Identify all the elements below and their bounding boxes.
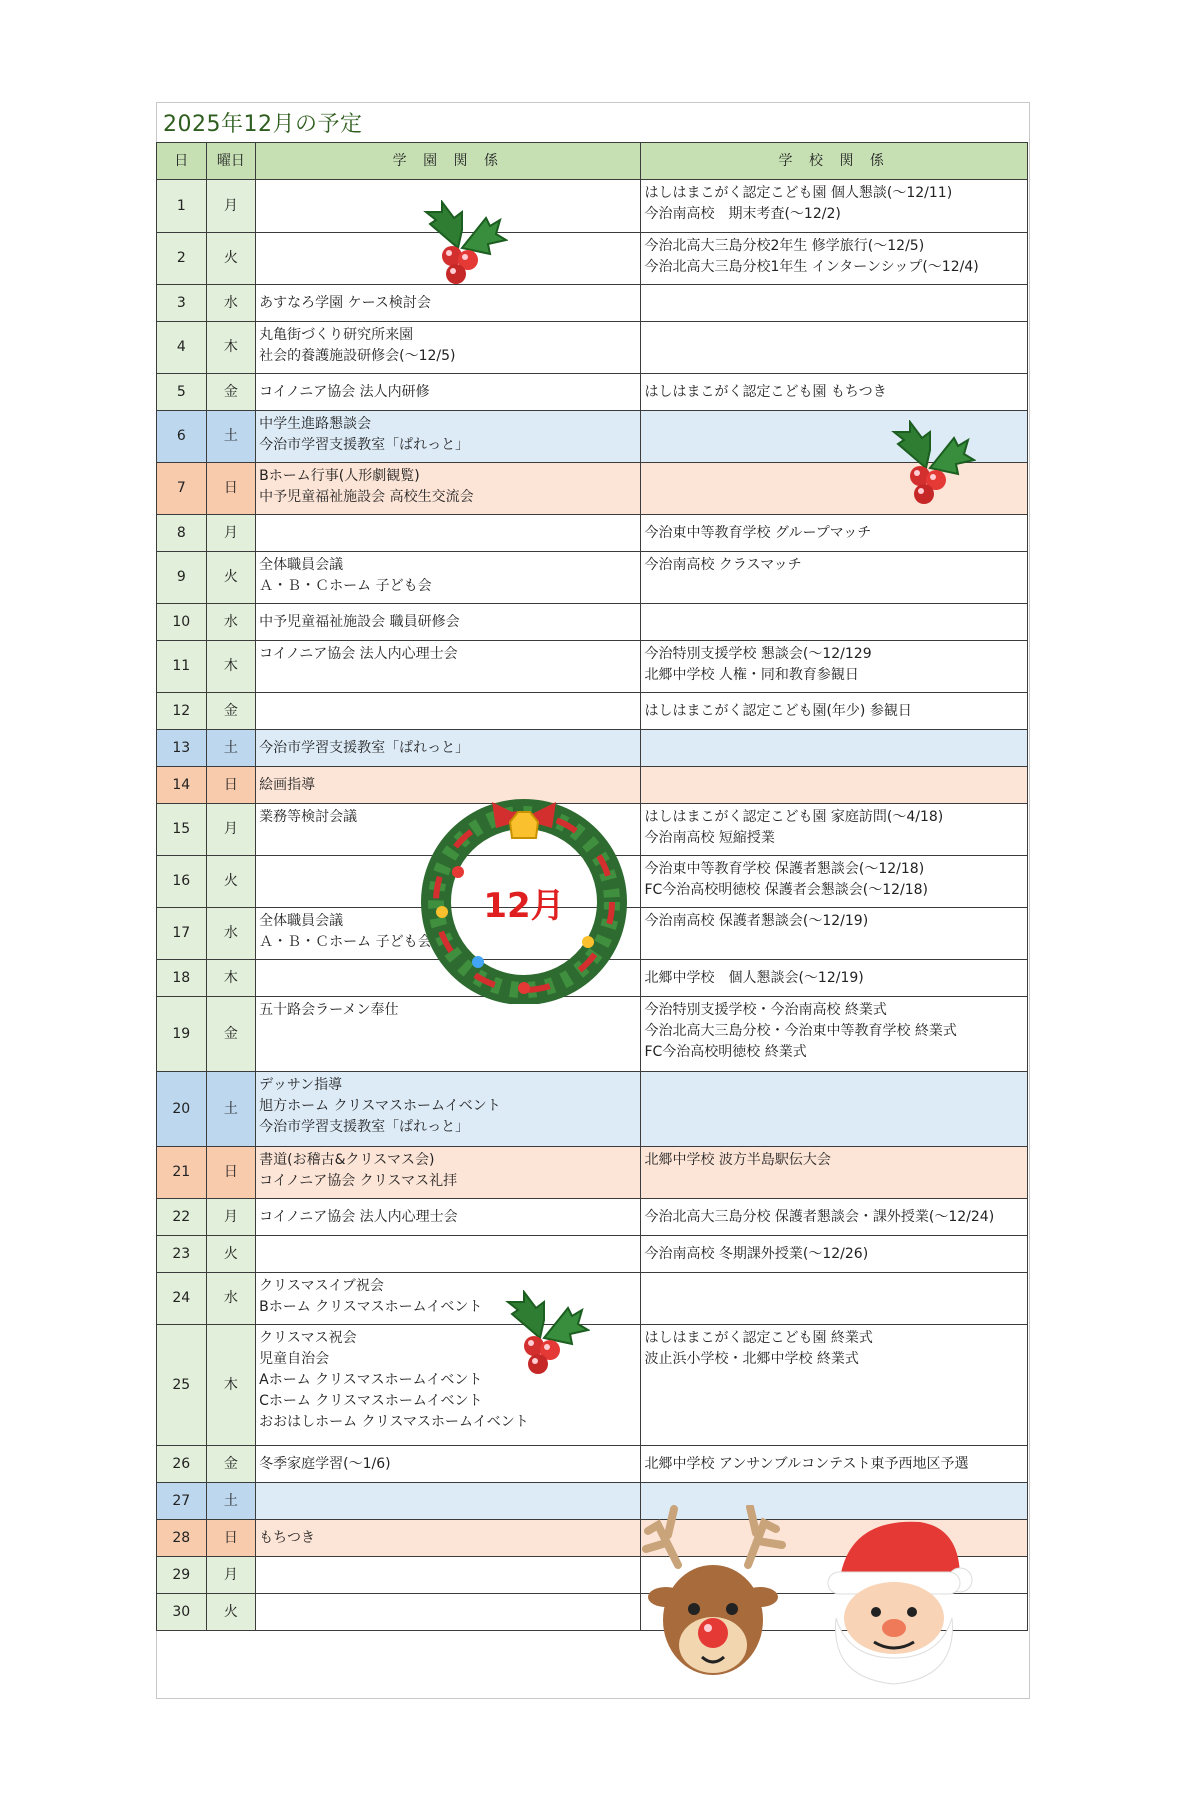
day-number: 5 bbox=[157, 374, 207, 411]
event-item: もちつき bbox=[259, 1529, 316, 1546]
table-row bbox=[157, 180, 1028, 233]
weekday: 火 bbox=[206, 1236, 256, 1273]
weekday: 木 bbox=[206, 322, 256, 374]
table-row bbox=[157, 374, 1028, 411]
day-number: 28 bbox=[157, 1520, 207, 1557]
reindeer-icon bbox=[638, 1505, 788, 1685]
event-item: Ａ・Ｂ・Ｃホーム 子ども会 bbox=[259, 578, 432, 594]
day-number: 25 bbox=[157, 1325, 207, 1446]
gakko-events bbox=[641, 1446, 1028, 1483]
weekday: 火 bbox=[206, 552, 256, 604]
day-number: 24 bbox=[157, 1273, 207, 1325]
event-item: 今治東中等教育学校 保護者懇談会(～12/18) bbox=[644, 861, 925, 877]
day-number: 4 bbox=[157, 322, 207, 374]
holly-icon bbox=[412, 200, 508, 292]
weekday: 日 bbox=[206, 463, 256, 515]
event-item: 今治北高大三島分校1年生 インターンシップ(～12/4) bbox=[644, 259, 979, 275]
gakuen-events bbox=[256, 1594, 641, 1631]
weekday: 日 bbox=[206, 1147, 256, 1199]
gakko-events bbox=[641, 1072, 1028, 1147]
weekday: 月 bbox=[206, 180, 256, 233]
gakuen-events bbox=[256, 641, 641, 693]
event-item: 五十路会ラーメン奉仕 bbox=[259, 1002, 399, 1018]
event-item: コイノニア協会 法人内心理士会 bbox=[259, 1208, 458, 1225]
event-item: 北郷中学校 個人懇談会(～12/19) bbox=[644, 969, 864, 986]
event-item: 中予児童福祉施設会 職員研修会 bbox=[259, 613, 460, 630]
table-row bbox=[157, 322, 1028, 374]
event-item: クリスマスイブ祝会 bbox=[259, 1278, 384, 1294]
gakko-events bbox=[641, 552, 1028, 604]
gakko-events bbox=[641, 1236, 1028, 1273]
event-item: 絵画指導 bbox=[259, 776, 316, 793]
table-row bbox=[157, 1147, 1028, 1199]
weekday: 火 bbox=[206, 1594, 256, 1631]
gakko-events bbox=[641, 960, 1028, 997]
weekday: 木 bbox=[206, 641, 256, 693]
event-item: 今治南高校 冬期課外授業(～12/26) bbox=[644, 1245, 869, 1262]
gakko-events bbox=[641, 1147, 1028, 1199]
event-item: 今治北高大三島分校2年生 修学旅行(～12/5) bbox=[644, 238, 925, 254]
gakko-events bbox=[641, 1325, 1028, 1446]
table-row bbox=[157, 997, 1028, 1072]
event-item: 中予児童福祉施設会 高校生交流会 bbox=[259, 489, 474, 505]
gakko-events bbox=[641, 1199, 1028, 1236]
event-item: はしはまこがく認定こども園 終業式 bbox=[644, 1330, 873, 1346]
gakuen-events bbox=[256, 1236, 641, 1273]
event-item: 今治南高校 クラスマッチ bbox=[644, 557, 802, 573]
day-number: 18 bbox=[157, 960, 207, 997]
event-item: 今治東中等教育学校 グループマッチ bbox=[644, 524, 872, 541]
weekday: 木 bbox=[206, 960, 256, 997]
event-item: 丸亀街づくり研究所来園 bbox=[259, 327, 414, 343]
day-number: 14 bbox=[157, 767, 207, 804]
gakko-events bbox=[641, 693, 1028, 730]
event-item: コイノニア協会 クリスマス礼拝 bbox=[259, 1173, 458, 1189]
event-item: はしはまこがく認定こども園 もちつき bbox=[644, 383, 887, 400]
gakuen-events bbox=[256, 1557, 641, 1594]
event-item: デッサン指導 bbox=[259, 1077, 343, 1093]
event-item: 波止浜小学校・北郷中学校 終業式 bbox=[644, 1351, 859, 1367]
day-number: 15 bbox=[157, 804, 207, 856]
gakuen-events bbox=[256, 1483, 641, 1520]
day-number: 7 bbox=[157, 463, 207, 515]
event-item: Bホーム クリスマスホームイベント bbox=[259, 1299, 483, 1315]
event-item: おおはしホーム クリスマスホームイベント bbox=[259, 1414, 529, 1430]
event-item: 今治南高校 期末考査(～12/2) bbox=[644, 206, 841, 222]
event-item: はしはまこがく認定こども園 個人懇談(～12/11) bbox=[644, 185, 953, 201]
table-row bbox=[157, 641, 1028, 693]
wreath-label: 12月 bbox=[483, 886, 565, 926]
event-item: 今治北高大三島分校 保護者懇談会・課外授業(～12/24) bbox=[644, 1208, 995, 1225]
day-number: 10 bbox=[157, 604, 207, 641]
event-item: 旭方ホーム クリスマスホームイベント bbox=[259, 1098, 501, 1114]
table-row bbox=[157, 285, 1028, 322]
event-item: FC今治高校明徳校 保護者会懇談会(～12/18) bbox=[644, 882, 929, 898]
header-gakko: 学 校 関 係 bbox=[641, 143, 1028, 180]
event-item: 児童自治会 bbox=[259, 1351, 330, 1367]
gakko-events bbox=[641, 908, 1028, 960]
event-item: 今治特別支援学校・今治南高校 終業式 bbox=[644, 1002, 887, 1018]
event-item: クリスマス祝会 bbox=[259, 1330, 357, 1346]
gakuen-events bbox=[256, 997, 641, 1072]
weekday: 日 bbox=[206, 767, 256, 804]
weekday: 土 bbox=[206, 1483, 256, 1520]
table-row bbox=[157, 604, 1028, 641]
table-row bbox=[157, 1273, 1028, 1325]
gakuen-events bbox=[256, 1446, 641, 1483]
page-title: 2025年12月の予定 bbox=[163, 112, 363, 137]
header-weekday: 曜日 bbox=[206, 143, 256, 180]
event-item: はしはまこがく認定こども園 家庭訪問(～4/18) bbox=[644, 809, 944, 825]
day-number: 16 bbox=[157, 856, 207, 908]
table-row bbox=[157, 693, 1028, 730]
weekday: 金 bbox=[206, 693, 256, 730]
event-item: コイノニア協会 法人内心理士会 bbox=[259, 646, 458, 662]
holly-icon bbox=[880, 420, 976, 512]
header-day: 日 bbox=[157, 143, 207, 180]
table-row bbox=[157, 515, 1028, 552]
gakko-events bbox=[641, 730, 1028, 767]
header-gakuen: 学 園 関 係 bbox=[256, 143, 641, 180]
event-item: 今治市学習支援教室「ぱれっと」 bbox=[259, 739, 470, 756]
weekday: 月 bbox=[206, 515, 256, 552]
event-item: Ａ・Ｂ・Ｃホーム 子ども会 bbox=[259, 934, 432, 950]
weekday: 金 bbox=[206, 997, 256, 1072]
weekday: 木 bbox=[206, 1325, 256, 1446]
event-item: 今治市学習支援教室「ぱれっと」 bbox=[259, 1119, 470, 1135]
wreath-icon bbox=[418, 792, 630, 1004]
day-number: 23 bbox=[157, 1236, 207, 1273]
gakuen-events bbox=[256, 411, 641, 463]
weekday: 土 bbox=[206, 1072, 256, 1147]
gakko-events bbox=[641, 322, 1028, 374]
day-number: 13 bbox=[157, 730, 207, 767]
event-item: Aホーム クリスマスホームイベント bbox=[259, 1372, 483, 1388]
holly-icon bbox=[494, 1290, 590, 1382]
gakko-events bbox=[641, 374, 1028, 411]
gakuen-events bbox=[256, 322, 641, 374]
gakuen-events bbox=[256, 1199, 641, 1236]
day-number: 6 bbox=[157, 411, 207, 463]
day-number: 1 bbox=[157, 180, 207, 233]
gakuen-events bbox=[256, 463, 641, 515]
table-row bbox=[157, 730, 1028, 767]
gakko-events bbox=[641, 233, 1028, 285]
day-number: 27 bbox=[157, 1483, 207, 1520]
event-item: あすなろ学園 ケース検討会 bbox=[259, 294, 431, 311]
event-item: 書道(お稽古&クリスマス会) bbox=[259, 1152, 435, 1168]
event-item: はしはまこがく認定こども園(年少) 参観日 bbox=[644, 702, 912, 719]
weekday: 土 bbox=[206, 411, 256, 463]
event-item: 北郷中学校 アンサンブルコンテスト東予西地区予選 bbox=[644, 1455, 969, 1472]
event-item: 社会的養護施設研修会(～12/5) bbox=[259, 348, 456, 364]
gakko-events bbox=[641, 1273, 1028, 1325]
event-item: 北郷中学校 波方半島駅伝大会 bbox=[644, 1152, 831, 1168]
event-item: 今治南高校 短縮授業 bbox=[644, 830, 775, 846]
gakuen-events bbox=[256, 515, 641, 552]
gakuen-events bbox=[256, 374, 641, 411]
weekday: 水 bbox=[206, 908, 256, 960]
day-number: 17 bbox=[157, 908, 207, 960]
day-number: 20 bbox=[157, 1072, 207, 1147]
gakuen-events bbox=[256, 693, 641, 730]
event-item: 今治北高大三島分校・今治東中等教育学校 終業式 bbox=[644, 1023, 957, 1039]
gakko-events bbox=[641, 997, 1028, 1072]
table-row bbox=[157, 1325, 1028, 1446]
event-item: Cホーム クリスマスホームイベント bbox=[259, 1393, 483, 1409]
gakuen-events bbox=[256, 1147, 641, 1199]
gakuen-events bbox=[256, 604, 641, 641]
weekday: 日 bbox=[206, 1520, 256, 1557]
day-number: 22 bbox=[157, 1199, 207, 1236]
event-item: Bホーム行事(人形劇観覧) bbox=[259, 468, 420, 484]
table-row bbox=[157, 1446, 1028, 1483]
weekday: 火 bbox=[206, 856, 256, 908]
event-item: 全体職員会議 bbox=[259, 557, 344, 573]
holly-leaves bbox=[426, 202, 506, 254]
day-number: 11 bbox=[157, 641, 207, 693]
gakko-events bbox=[641, 604, 1028, 641]
event-item: コイノニア協会 法人内研修 bbox=[259, 383, 430, 400]
weekday: 月 bbox=[206, 804, 256, 856]
weekday: 水 bbox=[206, 604, 256, 641]
day-number: 9 bbox=[157, 552, 207, 604]
gakko-events bbox=[641, 285, 1028, 322]
table-row bbox=[157, 552, 1028, 604]
weekday: 金 bbox=[206, 1446, 256, 1483]
event-item: 今治特別支援学校 懇談会(～12/129 bbox=[644, 646, 872, 662]
event-item: 北郷中学校 人権・同和教育参観日 bbox=[644, 667, 859, 683]
event-item: 今治市学習支援教室「ぱれっと」 bbox=[259, 437, 470, 453]
weekday: 土 bbox=[206, 730, 256, 767]
gakko-events bbox=[641, 180, 1028, 233]
weekday: 金 bbox=[206, 374, 256, 411]
gakko-events bbox=[641, 767, 1028, 804]
event-item: 全体職員会議 bbox=[259, 913, 344, 929]
weekday: 月 bbox=[206, 1557, 256, 1594]
day-number: 30 bbox=[157, 1594, 207, 1631]
day-number: 29 bbox=[157, 1557, 207, 1594]
day-number: 19 bbox=[157, 997, 207, 1072]
day-number: 3 bbox=[157, 285, 207, 322]
gakuen-events bbox=[256, 1072, 641, 1147]
day-number: 12 bbox=[157, 693, 207, 730]
event-item: 中学生進路懇談会 bbox=[259, 416, 372, 432]
gakko-events bbox=[641, 804, 1028, 856]
event-item: FC今治高校明徳校 終業式 bbox=[644, 1044, 807, 1060]
gakko-events bbox=[641, 515, 1028, 552]
day-number: 26 bbox=[157, 1446, 207, 1483]
santa-icon bbox=[810, 1508, 980, 1688]
table-row bbox=[157, 1236, 1028, 1273]
gakko-events bbox=[641, 641, 1028, 693]
weekday: 月 bbox=[206, 1199, 256, 1236]
weekday: 水 bbox=[206, 285, 256, 322]
table-row bbox=[157, 1199, 1028, 1236]
day-number: 21 bbox=[157, 1147, 207, 1199]
table-row bbox=[157, 1072, 1028, 1147]
header-row bbox=[157, 143, 1028, 180]
day-number: 8 bbox=[157, 515, 207, 552]
gakuen-events bbox=[256, 552, 641, 604]
gakuen-events bbox=[256, 1520, 641, 1557]
weekday: 水 bbox=[206, 1273, 256, 1325]
day-number: 2 bbox=[157, 233, 207, 285]
gakuen-events bbox=[256, 730, 641, 767]
event-item: 今治南高校 保護者懇談会(～12/19) bbox=[644, 913, 869, 929]
event-item: 冬季家庭学習(～1/6) bbox=[259, 1455, 391, 1472]
event-item: 業務等検討会議 bbox=[259, 809, 358, 825]
table-row bbox=[157, 233, 1028, 285]
gakko-events bbox=[641, 856, 1028, 908]
weekday: 火 bbox=[206, 233, 256, 285]
